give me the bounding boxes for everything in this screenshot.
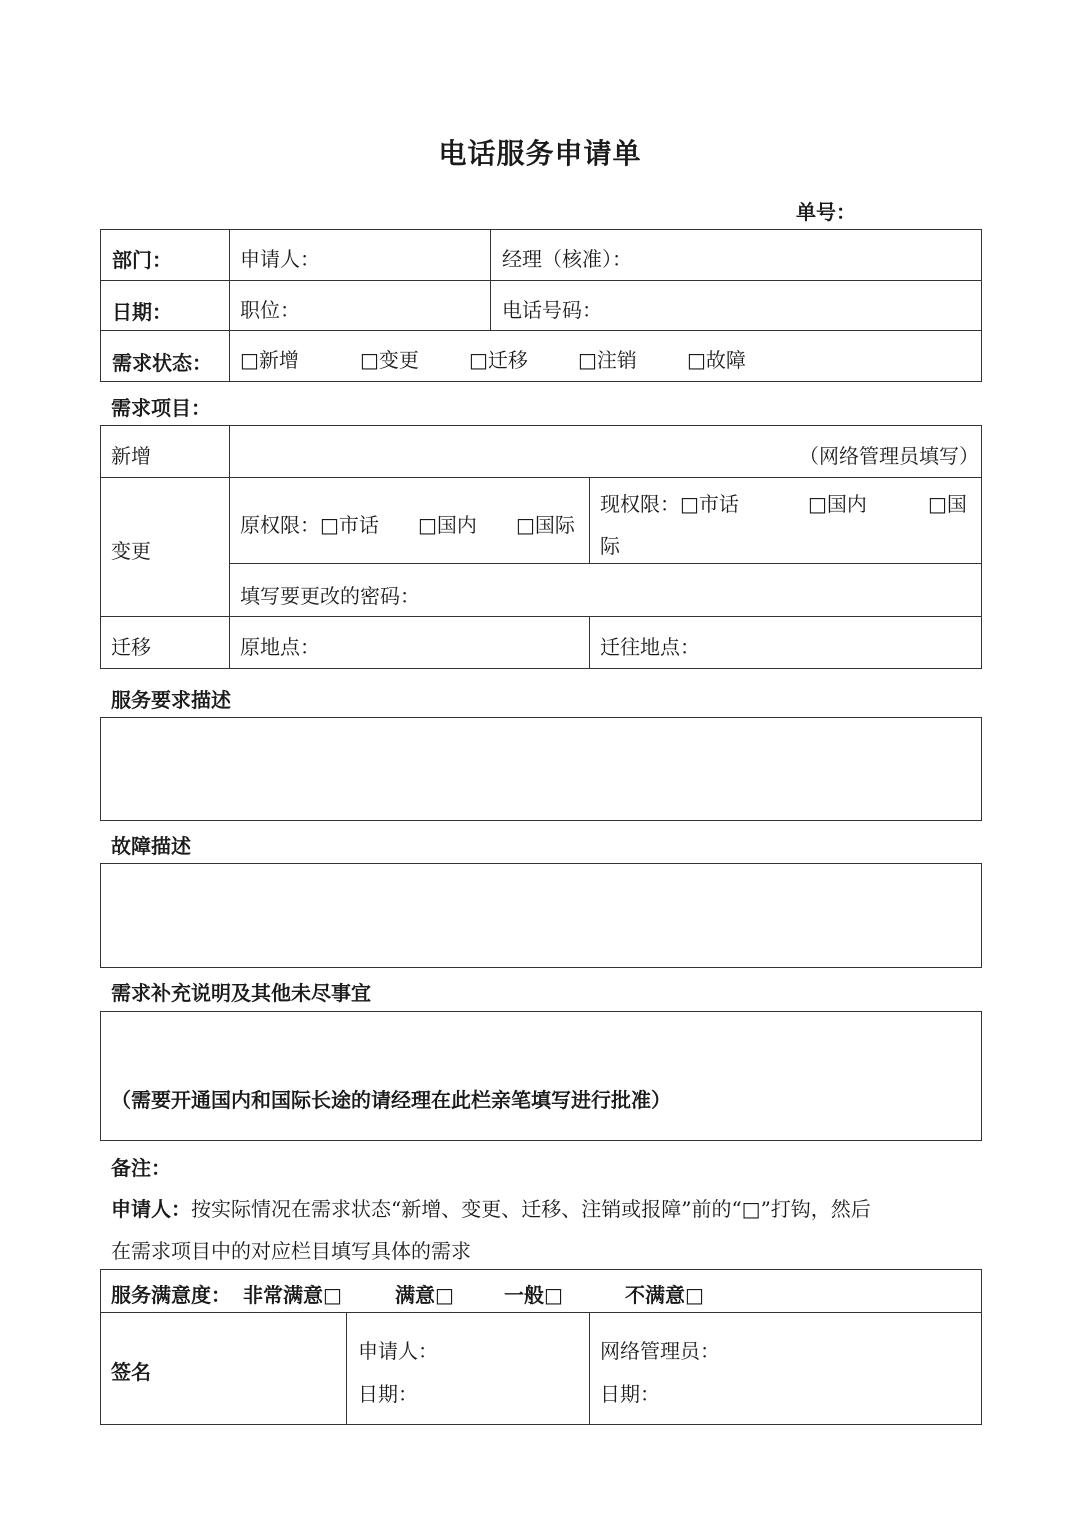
applicant-field[interactable]: 申请人：	[240, 247, 320, 271]
applicant-date-field[interactable]: 日期：	[358, 1382, 418, 1406]
divider	[346, 1312, 347, 1425]
phone-number-field[interactable]: 电话号码：	[502, 298, 602, 322]
status-label: 需求状态：	[112, 351, 212, 375]
status-cancel-checkbox[interactable]: □注销	[578, 348, 637, 372]
original-permission-intl-checkbox[interactable]: □国际	[516, 513, 575, 537]
fault-description-label: 故障描述	[111, 834, 191, 858]
current-permission-domestic-checkbox[interactable]: □国内	[808, 492, 867, 516]
remarks-text-1: 按实际情况在需求状态“新增、变更、迁移、注销或报障”前的“□”打钩，然后	[191, 1197, 871, 1221]
move-item-label: 迁移	[111, 635, 151, 659]
form-title: 电话服务申请单	[438, 137, 642, 170]
neutral-checkbox[interactable]: 一般□	[504, 1283, 563, 1307]
new-item-label: 新增	[111, 444, 151, 468]
divider	[229, 563, 982, 564]
unsatisfied-checkbox[interactable]: 不满意□	[625, 1283, 704, 1307]
original-location-field[interactable]: 原地点：	[240, 635, 320, 659]
divider	[100, 280, 982, 281]
remarks-applicant-label: 申请人：	[111, 1197, 191, 1221]
status-new-checkbox[interactable]: □新增	[240, 348, 299, 372]
date-label: 日期：	[112, 300, 172, 324]
satisfied-checkbox[interactable]: 满意□	[395, 1283, 454, 1307]
satisfaction-label: 服务满意度：	[111, 1283, 231, 1307]
status-move-checkbox[interactable]: □迁移	[469, 348, 528, 372]
current-permission-intl-checkbox[interactable]: □国	[928, 492, 967, 516]
divider	[100, 330, 982, 331]
form-number-label: 单号：	[796, 200, 856, 224]
original-permission-local-checkbox[interactable]: 原权限：□市话	[240, 513, 379, 537]
service-description-box[interactable]	[100, 717, 982, 821]
admin-fill-note: （网络管理员填写）	[799, 444, 979, 468]
divider	[589, 616, 590, 669]
status-change-checkbox[interactable]: □变更	[360, 348, 419, 372]
divider	[589, 1312, 590, 1425]
divider	[100, 477, 982, 478]
supplement-box[interactable]	[100, 1011, 982, 1141]
remarks-line-1	[111, 1193, 871, 1222]
admin-signature-field[interactable]: 网络管理员：	[600, 1339, 720, 1363]
divider	[229, 425, 230, 669]
password-change-field[interactable]: 填写要更改的密码：	[240, 584, 420, 608]
service-description-label: 服务要求描述	[111, 688, 231, 712]
applicant-signature-field[interactable]: 申请人：	[358, 1339, 438, 1363]
fault-description-box[interactable]	[100, 863, 982, 968]
very-satisfied-checkbox[interactable]: 非常满意□	[243, 1283, 342, 1307]
remarks-line-2: 在需求项目中的对应栏目填写具体的需求	[111, 1239, 471, 1263]
position-field[interactable]: 职位：	[240, 298, 300, 322]
signature-label: 签名	[111, 1360, 151, 1384]
divider	[100, 616, 982, 617]
current-permission-local-checkbox[interactable]: 现权限：□市话	[600, 492, 739, 516]
original-permission-domestic-checkbox[interactable]: □国内	[418, 513, 477, 537]
remarks-label: 备注：	[111, 1156, 171, 1180]
manager-approval-field[interactable]: 经理（核准）：	[502, 247, 632, 271]
divider	[100, 1312, 982, 1313]
divider	[589, 477, 590, 563]
new-location-field[interactable]: 迁往地点：	[600, 635, 700, 659]
status-fault-checkbox[interactable]: □故障	[687, 348, 746, 372]
supplement-label: 需求补充说明及其他未尽事宜	[111, 981, 371, 1005]
divider	[229, 229, 230, 382]
change-item-label: 变更	[111, 539, 151, 563]
admin-date-field[interactable]: 日期：	[600, 1382, 660, 1406]
supplement-note: （需要开通国内和国际长途的请经理在此栏亲笔填写进行批准）	[111, 1088, 671, 1112]
dept-label: 部门：	[112, 248, 172, 272]
items-section-label: 需求项目：	[111, 396, 211, 420]
divider	[490, 229, 491, 330]
current-permission-intl-text: 际	[600, 534, 620, 558]
